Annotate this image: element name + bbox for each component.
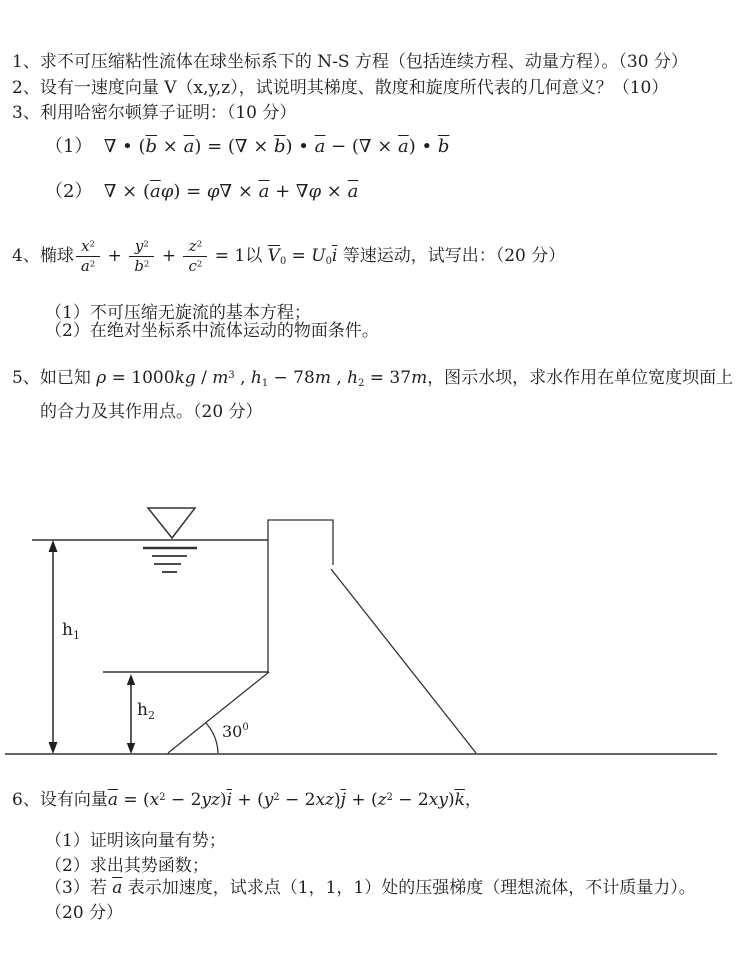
- formula-token: （2） ∇ × (: [45, 181, 151, 202]
- formula-token: 2: [89, 259, 96, 270]
- fraction-numerator: [129, 238, 154, 257]
- formula-token: 表示加速度，试求点（1，1，1）处的压强梯度（理想流体，不计质量力）。: [122, 878, 696, 898]
- formula-token: 2: [159, 792, 166, 804]
- formula-token: 1: [261, 377, 269, 389]
- h1-label: [62, 620, 80, 642]
- formula-token: ) •: [408, 136, 438, 157]
- formula-token: c: [188, 257, 197, 276]
- formula-token: ，: [464, 790, 482, 810]
- formula-token: ×: [157, 136, 184, 157]
- question-4-item-1: （1）不可压缩无旋流的基本方程；: [45, 303, 311, 323]
- formula-token: $\overline{i}$: [226, 790, 233, 810]
- formula-token: U: [311, 246, 326, 267]
- formula-token: b: [134, 257, 144, 276]
- formula-token: − 2: [165, 790, 202, 810]
- formula-token: φ: [308, 181, 322, 202]
- formula-token: $\overline{b}$: [437, 136, 450, 157]
- formula-token: kg: [174, 368, 196, 388]
- formula-token: ρ: [96, 368, 107, 388]
- formula-token: $\overline{V}$: [267, 246, 280, 267]
- formula-token: 0: [279, 256, 287, 268]
- formula-token: ∇ ×: [219, 181, 259, 202]
- dam-diagram: [0, 490, 736, 780]
- formula-token: =: [286, 246, 312, 267]
- formula-token: ) •: [285, 136, 315, 157]
- formula-token: $\overline{a}$: [314, 136, 326, 157]
- question-4: [12, 238, 565, 275]
- formula-token: $\overline{a}$: [258, 181, 270, 202]
- question-2: 2、设有一速度向量 V（x,y,z），试说明其梯度、散度和旋度所代表的几何意义？（10）: [12, 78, 669, 98]
- formula-token: 等速运动，试写出：（20 分）: [337, 246, 566, 267]
- h2-arrowhead-top: [127, 674, 135, 685]
- water-level-triangle-icon: [148, 508, 195, 538]
- formula-token: +: [102, 246, 128, 267]
- formula-token: /: [195, 368, 213, 388]
- h2-label-sub: 2: [147, 709, 155, 722]
- formula-token: $\overline{a}$: [112, 878, 123, 898]
- formula-token: $\overline{a}$: [150, 181, 161, 202]
- question-6: [12, 790, 482, 811]
- formula-token: + ∇: [269, 181, 309, 202]
- question-3-proof-1: [45, 136, 449, 159]
- formula-token: $\overline{a}$: [183, 136, 195, 157]
- formula-token: 2: [196, 239, 203, 250]
- dam-upstream-slope: [168, 672, 269, 753]
- fraction: [76, 238, 100, 275]
- formula-token: ,: [234, 368, 251, 388]
- question-6-item-1: （1）证明该向量有势；: [45, 831, 226, 851]
- question-6-item-4: （20 分）: [45, 903, 124, 923]
- angle-label-sup: 0: [242, 722, 249, 733]
- formula-token: x: [149, 790, 160, 810]
- question-3: 3、利用哈密尔顿算子证明：（10 分）: [12, 103, 297, 123]
- formula-token: 2: [89, 239, 96, 250]
- formula-token: + (: [232, 790, 264, 810]
- formula-token: a: [80, 257, 90, 276]
- question-5-prefix: 5、如已知: [12, 368, 97, 388]
- formula-token: m: [212, 368, 229, 388]
- formula-token: − 2: [279, 790, 316, 810]
- fraction: [129, 238, 154, 275]
- formula-token: ×: [321, 181, 348, 202]
- formula-token: m: [314, 368, 331, 388]
- formula-token: 0: [325, 256, 332, 268]
- fraction-denominator: [76, 257, 100, 275]
- formula-token: φ: [160, 181, 174, 202]
- fraction-numerator: [183, 238, 207, 257]
- formula-token: xz: [315, 790, 335, 810]
- formula-token: = (: [117, 790, 150, 810]
- h1-arrowhead-top: [49, 540, 58, 552]
- question-6-prefix: 6、设有向量: [12, 790, 108, 810]
- angle-label: [222, 722, 249, 741]
- formula-token: x: [81, 237, 90, 255]
- formula-token: $\overline{b}$: [145, 136, 158, 157]
- formula-token: 2: [196, 259, 203, 270]
- formula-token: （1） ∇ • (: [45, 136, 146, 157]
- formula-token: y: [134, 237, 144, 255]
- formula-token: ): [447, 790, 455, 810]
- fraction-numerator: [76, 238, 100, 257]
- question-6-item-3: [45, 878, 696, 899]
- formula-token: $\overline{k}$: [454, 790, 465, 810]
- formula-token: − (∇ ×: [325, 136, 399, 157]
- formula-token: xy: [428, 790, 448, 810]
- dam-crest-outline: [268, 520, 333, 672]
- formula-token: φ: [206, 181, 220, 202]
- formula-token: = 1000: [106, 368, 175, 388]
- dam-downstream-face: [331, 569, 476, 753]
- formula-token: y: [263, 790, 274, 810]
- formula-token: h: [347, 368, 359, 388]
- question-5: [12, 368, 733, 390]
- formula-token: ) = (∇ ×: [194, 136, 275, 157]
- formula-token: $\overline{i}$: [331, 246, 338, 267]
- formula-token: ,: [330, 368, 348, 388]
- angle-arc: [206, 723, 218, 753]
- formula-token: − 78: [268, 368, 315, 388]
- formula-token: h: [250, 368, 262, 388]
- formula-token: $\overline{j}$: [340, 790, 346, 810]
- formula-token: $\overline{a}$: [398, 136, 409, 157]
- formula-token: ) =: [173, 181, 207, 202]
- angle-label-base: 30: [222, 722, 243, 741]
- formula-token: 2: [143, 239, 149, 250]
- question-4-formula: [74, 237, 566, 276]
- formula-token: +: [156, 246, 182, 267]
- question-6-formula: [108, 790, 482, 810]
- formula-token: $\overline{b}$: [274, 136, 286, 157]
- h2-label-base: h: [137, 700, 148, 720]
- h1-arrowhead-bottom: [49, 742, 58, 754]
- h1-label-sub: 1: [72, 629, 80, 642]
- formula-token: ，图示水坝，求水作用在单位宽度坝面上: [427, 368, 734, 388]
- formula-token: （3）若: [45, 878, 113, 898]
- fraction: [183, 238, 207, 275]
- question-5-line-2: 的合力及其作用点。（20 分）: [40, 402, 263, 422]
- formula-token: m: [411, 368, 428, 388]
- formula-token: z: [188, 237, 197, 255]
- formula-token: 3: [228, 370, 235, 382]
- formula-token: 2: [386, 792, 393, 804]
- formula-token: = 37: [364, 368, 412, 388]
- question-5-formula: [96, 368, 733, 388]
- formula-token: 2: [273, 792, 280, 804]
- formula-token: = 1以: [209, 246, 268, 267]
- question-6-item-2: （2）求出其势函数；: [45, 856, 209, 876]
- fraction-denominator: [183, 257, 207, 275]
- question-4-prefix: 4、椭球: [12, 246, 74, 267]
- formula-token: ): [219, 790, 227, 810]
- formula-token: 2: [143, 259, 150, 270]
- fraction-denominator: [129, 257, 154, 275]
- h1-label-base: h: [62, 620, 73, 640]
- formula-token: 2: [358, 377, 365, 389]
- h2-arrowhead-bottom: [127, 743, 135, 754]
- formula-token: ): [334, 790, 341, 810]
- h2-label: [137, 700, 155, 722]
- formula-token: $\overline{a}$: [347, 181, 359, 202]
- formula-token: z: [377, 790, 387, 810]
- formula-token: $\overline{a}$: [107, 790, 118, 810]
- question-1: 1、求不可压缩粘性流体在球坐标系下的 N-S 方程（包括连续方程、动量方程）。（30 分）: [12, 52, 688, 72]
- formula-token: − 2: [392, 790, 429, 810]
- question-3-proof-2: [45, 181, 358, 204]
- formula-token: yz: [201, 790, 220, 810]
- formula-token: + (: [345, 790, 378, 810]
- question-4-item-2: （2）在绝对坐标系中流体运动的物面条件。: [45, 321, 379, 341]
